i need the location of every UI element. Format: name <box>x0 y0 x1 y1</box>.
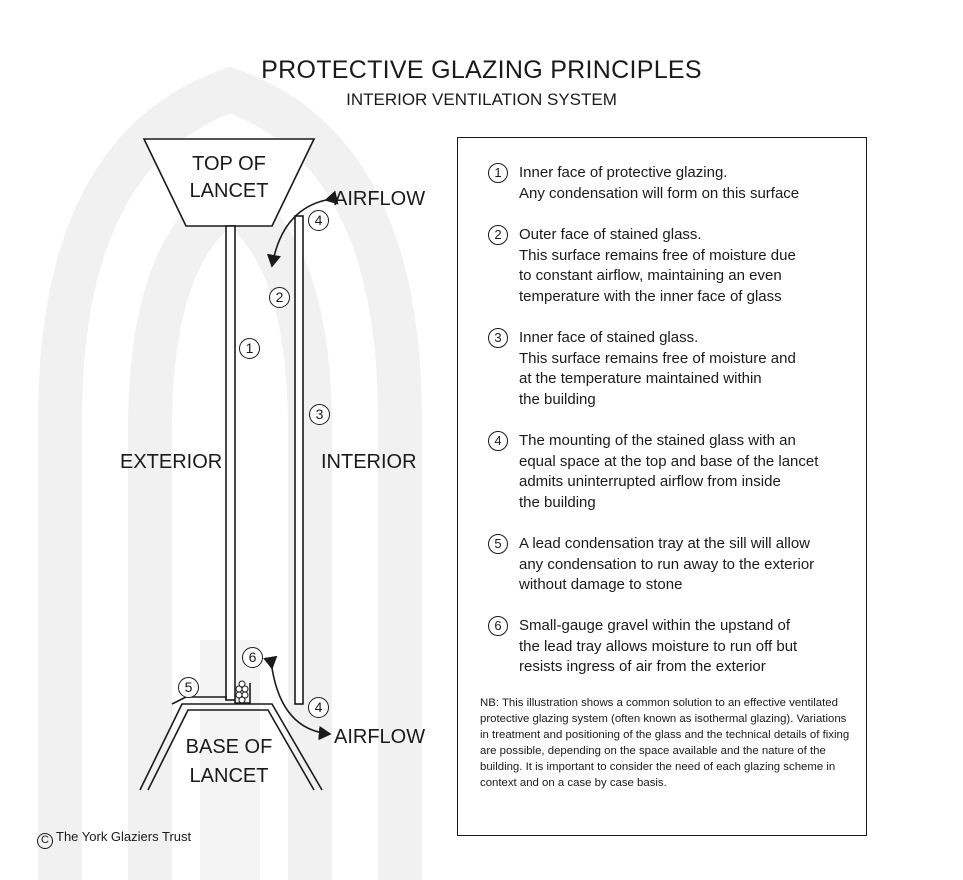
note-line: Small-gauge gravel within the upstand of <box>519 617 790 634</box>
note-4-text <box>519 431 838 513</box>
page-title: PROTECTIVE GLAZING PRINCIPLES <box>261 56 702 84</box>
note-line: Outer face of stained glass. <box>519 226 702 243</box>
note-1-number: 1 <box>488 163 508 183</box>
note-1 <box>488 163 838 204</box>
note-6-number: 6 <box>488 616 508 636</box>
note-4-number: 4 <box>488 431 508 451</box>
top-label-line2: LANCET <box>189 180 269 202</box>
note-line: to constant airflow, maintaining an even <box>519 267 782 285</box>
note-line: A lead condensation tray at the sill will allow <box>519 535 810 552</box>
note-line: temperature with the inner face of glass <box>519 287 782 305</box>
exterior-label: EXTERIOR <box>120 451 223 473</box>
note-line: admits uninterrupted airflow from inside <box>519 473 781 491</box>
note-3-text <box>519 328 838 410</box>
note-5-number: 5 <box>488 534 508 554</box>
credit-text: The York Glaziers Trust <box>56 829 192 844</box>
page-subtitle: INTERIOR VENTILATION SYSTEM <box>346 90 617 109</box>
note-2-text <box>519 225 838 307</box>
note-2 <box>488 225 838 307</box>
note-3-number: 3 <box>488 328 508 348</box>
airflow-bottom-label: AIRFLOW <box>334 726 426 748</box>
interior-label: INTERIOR <box>321 451 417 473</box>
stained-glass <box>295 216 303 704</box>
note-line: any condensation to run away to the exterior <box>519 555 815 573</box>
top-of-lancet-label <box>179 151 279 205</box>
credit <box>37 829 191 849</box>
gravel <box>236 681 248 703</box>
airflow-top-label: AIRFLOW <box>334 188 426 210</box>
note-line: the building <box>519 390 596 408</box>
top-label-line1: TOP OF <box>192 153 266 175</box>
note-line: This surface remains free of moisture and <box>519 349 796 367</box>
protective-glazing <box>226 226 235 700</box>
copyright-icon: C <box>37 833 53 849</box>
marker-6: 6 <box>242 647 263 668</box>
note-6-text <box>519 616 838 678</box>
base-label-line2: LANCET <box>189 765 269 787</box>
marker-4-top: 4 <box>308 210 329 231</box>
note-line: Inner face of protective glazing. <box>519 164 728 181</box>
note-5-text <box>519 534 838 596</box>
note-line: the lead tray allows moisture to run off but <box>519 637 798 655</box>
note-4 <box>488 431 838 513</box>
note-line: Inner face of stained glass. <box>519 329 699 346</box>
marker-1: 1 <box>239 338 260 359</box>
note-3 <box>488 328 838 410</box>
note-5 <box>488 534 838 596</box>
note-1-text <box>519 163 838 204</box>
note-6 <box>488 616 838 678</box>
note-line: without damage to stone <box>519 576 683 594</box>
nb-note: NB: This illustration shows a common solution to an effective ventilated protective glazing system (often known as isothermal glazing). Variations in treatment and positioning of the glass and the technical details of fixing are possible, depending on the space available and the nature of the building. It is important to consider the need of each glazing scheme in context and on a case by case basis. <box>480 697 850 789</box>
marker-5: 5 <box>178 677 199 698</box>
note-2-number: 2 <box>488 225 508 245</box>
marker-3: 3 <box>309 404 330 425</box>
base-of-lancet-label <box>174 733 284 791</box>
note-line: the building <box>519 493 596 511</box>
base-label-line1: BASE OF <box>185 736 273 758</box>
legend-panel <box>457 137 867 836</box>
marker-4-bottom: 4 <box>308 697 329 718</box>
note-line: equal space at the top and base of the lancet <box>519 452 819 470</box>
note-line: This surface remains free of moisture due <box>519 246 796 264</box>
note-line: Any condensation will form on this surface <box>519 184 800 202</box>
lead-tray <box>172 697 226 704</box>
note-line: The mounting of the stained glass with an <box>519 432 796 449</box>
note-line: at the temperature maintained within <box>519 370 762 388</box>
marker-2: 2 <box>269 287 290 308</box>
note-line: resists ingress of air from the exterior <box>519 658 766 676</box>
